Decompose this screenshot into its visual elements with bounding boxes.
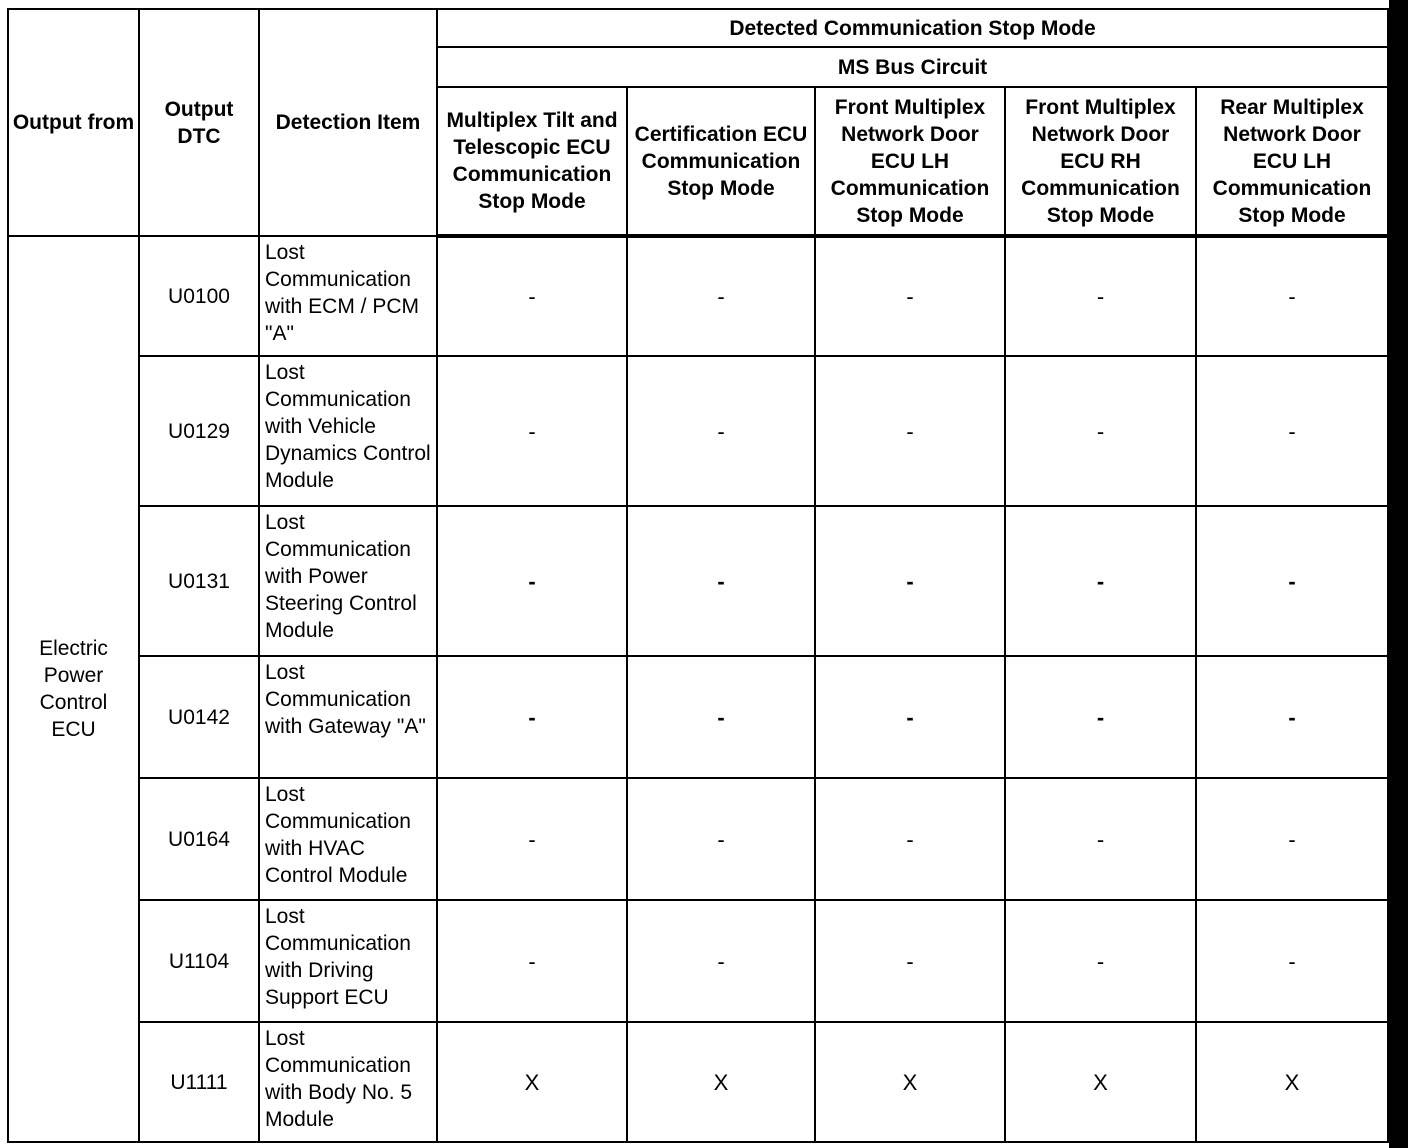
dtc-code: U0164 xyxy=(139,778,259,900)
mode-value: - xyxy=(1196,236,1388,356)
mode-value: - xyxy=(1005,656,1196,778)
table-row xyxy=(8,656,1388,778)
mode-value: X xyxy=(1005,1022,1196,1142)
mode-value: - xyxy=(1196,356,1388,506)
mode-value: - xyxy=(1005,778,1196,900)
mode-value: - xyxy=(1005,506,1196,656)
mode-value: - xyxy=(815,900,1005,1022)
mode-value: - xyxy=(1005,236,1196,356)
detection-item: Lost Communication with HVAC Control Module xyxy=(259,778,437,900)
mode-value: - xyxy=(437,356,627,506)
detection-item: Lost Communication with Body No. 5 Module xyxy=(259,1022,437,1142)
dtc-table xyxy=(7,8,1389,1143)
header-detection-item: Detection Item xyxy=(259,9,437,236)
header-mode-4: Front Multiplex Network Door ECU RH Communication Stop Mode xyxy=(1005,87,1196,236)
dtc-code: U0131 xyxy=(139,506,259,656)
mode-value: - xyxy=(437,778,627,900)
right-edge-bar xyxy=(1389,0,1408,1148)
table-row xyxy=(8,506,1388,656)
mode-value: - xyxy=(815,656,1005,778)
detection-item: Lost Communication with ECM / PCM "A" xyxy=(259,236,437,356)
header-detected-mode-group: Detected Communication Stop Mode xyxy=(437,9,1388,47)
table-row xyxy=(8,1022,1388,1142)
mode-value: - xyxy=(1196,778,1388,900)
mode-value: - xyxy=(1196,506,1388,656)
mode-value: - xyxy=(437,506,627,656)
mode-value: - xyxy=(1005,356,1196,506)
mode-value: - xyxy=(437,236,627,356)
header-output-from: Output from xyxy=(8,9,139,236)
header-mode-2: Certification ECU Communication Stop Mode xyxy=(627,87,815,236)
detection-item: Lost Communication with Gateway "A" xyxy=(259,656,437,778)
table-row xyxy=(8,356,1388,506)
header-mode-1: Multiplex Tilt and Telescopic ECU Communication Stop Mode xyxy=(437,87,627,236)
dtc-code: U1104 xyxy=(139,900,259,1022)
mode-value: X xyxy=(1196,1022,1388,1142)
table-row xyxy=(8,236,1388,356)
mode-value: X xyxy=(437,1022,627,1142)
table-row xyxy=(8,900,1388,1022)
mode-value: - xyxy=(437,900,627,1022)
mode-value: - xyxy=(627,506,815,656)
mode-value: - xyxy=(1196,900,1388,1022)
mode-value: - xyxy=(815,356,1005,506)
dtc-code: U0129 xyxy=(139,356,259,506)
table-row xyxy=(8,778,1388,900)
mode-value: - xyxy=(815,506,1005,656)
mode-value: - xyxy=(815,236,1005,356)
mode-value: - xyxy=(627,656,815,778)
mode-value: - xyxy=(1196,656,1388,778)
detection-item: Lost Communication with Driving Support ECU xyxy=(259,900,437,1022)
mode-value: X xyxy=(627,1022,815,1142)
detection-item: Lost Communication with Power Steering Control Module xyxy=(259,506,437,656)
header-mode-3: Front Multiplex Network Door ECU LH Communication Stop Mode xyxy=(815,87,1005,236)
dtc-code: U0100 xyxy=(139,236,259,356)
mode-value: - xyxy=(627,900,815,1022)
header-mode-5: Rear Multiplex Network Door ECU LH Communication Stop Mode xyxy=(1196,87,1388,236)
mode-value: - xyxy=(1005,900,1196,1022)
output-from-cell: Electric Power Control ECU xyxy=(8,236,139,1142)
dtc-code: U0142 xyxy=(139,656,259,778)
header-ms-bus-circuit: MS Bus Circuit xyxy=(437,47,1388,87)
mode-value: - xyxy=(815,778,1005,900)
mode-value: - xyxy=(627,356,815,506)
dtc-code: U1111 xyxy=(139,1022,259,1142)
mode-value: - xyxy=(627,778,815,900)
mode-value: X xyxy=(815,1022,1005,1142)
detection-item: Lost Communication with Vehicle Dynamics Control Module xyxy=(259,356,437,506)
mode-value: - xyxy=(627,236,815,356)
mode-value: - xyxy=(437,656,627,778)
header-output-dtc: Output DTC xyxy=(139,9,259,236)
